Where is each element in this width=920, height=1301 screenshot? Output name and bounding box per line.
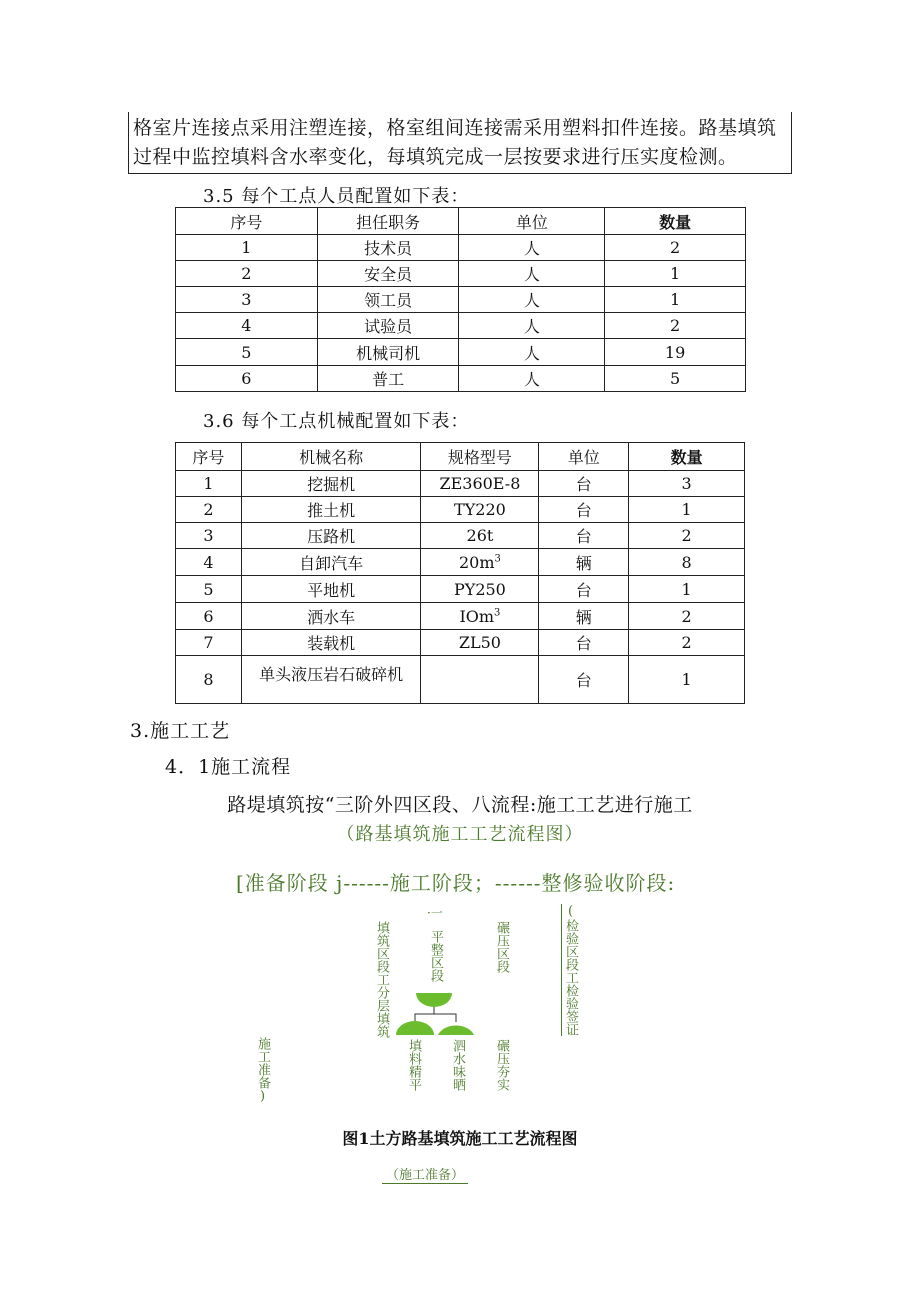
table-row (176, 603, 745, 630)
cell: 5 (605, 366, 746, 392)
cell: 1 (176, 471, 242, 497)
table-row (176, 313, 746, 339)
cell: 6 (176, 366, 318, 392)
diagram-col-level: 平整区段 (428, 930, 443, 982)
diagram-col-prep: 施工准备) (255, 1037, 270, 1104)
cell: 8 (629, 549, 745, 576)
table-row (176, 523, 745, 549)
diagram-sub-water: 泗水味晒 (450, 1039, 465, 1091)
cell: 技术员 (317, 235, 459, 261)
flow-node-right (438, 1025, 474, 1035)
superscript: 3 (494, 553, 501, 565)
cell: 机械司机 (317, 339, 459, 366)
cell: 2 (629, 603, 745, 630)
cell: 人 (459, 313, 605, 339)
cell: 3 (629, 471, 745, 497)
section-4-1-heading: 4．1施工流程 (165, 756, 292, 778)
cell: 3 (176, 523, 242, 549)
cell: ZE360E-8 (421, 471, 539, 497)
cell: 26t (421, 523, 539, 549)
table-row (176, 339, 746, 366)
cell: 领工员 (317, 287, 459, 313)
cell: 单头液压岩石破碎机 (241, 656, 421, 704)
flow-node-diagram (390, 985, 480, 1037)
cell: 试验员 (317, 313, 459, 339)
diagram-sub-fill: 填料精平 (406, 1039, 421, 1091)
machinery-header-qty: 数量 (629, 443, 745, 471)
personnel-header-unit: 单位 (459, 208, 605, 235)
section-3-6-heading: 3.6 每个工点机械配置如下表： (203, 411, 470, 432)
cell: 7 (176, 630, 242, 656)
cell: 2 (605, 313, 746, 339)
cell (421, 549, 539, 576)
cell: 1 (629, 656, 745, 704)
flow-intro: 路堤填筑按“三阶外四区段、八流程:施工工艺进行施工 (227, 794, 693, 816)
cell: 人 (459, 261, 605, 287)
machinery-table (175, 442, 745, 704)
cell: 2 (176, 497, 242, 523)
cell: 2 (629, 523, 745, 549)
cell-text: 20m (458, 552, 495, 572)
cell: 挖掘机 (241, 471, 421, 497)
cell: 台 (539, 576, 629, 603)
cell: ZL50 (421, 630, 539, 656)
table-row (176, 549, 745, 576)
cell: 自卸汽车 (241, 549, 421, 576)
cell: 19 (605, 339, 746, 366)
stage-prep: [准备阶段 j------ (236, 871, 390, 895)
table-row (176, 261, 746, 287)
cell: 压路机 (241, 523, 421, 549)
table-row (176, 471, 745, 497)
personnel-header-role: 担任职务 (317, 208, 459, 235)
superscript: 3 (494, 607, 501, 619)
table-row (176, 630, 745, 656)
flow-connector (415, 1014, 456, 1022)
cell: 洒水车 (241, 603, 421, 630)
personnel-header-no: 序号 (176, 208, 318, 235)
diagram-sub-compact: 碾压夯实 (494, 1039, 509, 1091)
cell: PY250 (421, 576, 539, 603)
cell: 3 (176, 287, 318, 313)
flow-title: （路基填筑施工工艺流程图） (336, 824, 584, 845)
section-3-heading: 3.施工工艺 (130, 720, 231, 742)
cell: 人 (459, 366, 605, 392)
table-row (176, 235, 746, 261)
cell: 1 (605, 287, 746, 313)
cell: 5 (176, 576, 242, 603)
cell (421, 656, 539, 704)
cell: 人 (459, 235, 605, 261)
cell-text: IOm (459, 606, 495, 626)
cell: 装载机 (241, 630, 421, 656)
cell: 人 (459, 287, 605, 313)
cell: 推土机 (241, 497, 421, 523)
table-row (176, 366, 746, 392)
table-row (176, 656, 745, 704)
cell: 6 (176, 603, 242, 630)
cell: 1 (176, 235, 318, 261)
cell: 普工 (317, 366, 459, 392)
cell: 台 (539, 523, 629, 549)
cell: 辆 (539, 603, 629, 630)
cell: 1 (629, 576, 745, 603)
cell: 4 (176, 313, 318, 339)
cell (421, 603, 539, 630)
figure-caption: 图1土方路基填筑施工工艺流程图 (342, 1129, 578, 1148)
diagram-col-check: (检验区段工检验签证 (563, 904, 578, 1036)
cell: 台 (539, 471, 629, 497)
personnel-header-qty: 数量 (605, 208, 746, 235)
footer-label: （施工准备） (382, 1164, 468, 1184)
machinery-header-model: 规格型号 (421, 443, 539, 471)
cell: 4 (176, 549, 242, 576)
stage-line (236, 867, 675, 896)
table-row (176, 497, 745, 523)
cell: 平地机 (241, 576, 421, 603)
stage-build: 施工阶段；------ (389, 871, 542, 895)
section-3-5-heading: 3.5 每个工点人员配置如下表： (203, 186, 470, 207)
cell: 台 (539, 630, 629, 656)
cell: 安全员 (317, 261, 459, 287)
table-row (176, 287, 746, 313)
machinery-header-unit: 单位 (539, 443, 629, 471)
cell: 1 (605, 261, 746, 287)
cell: 台 (539, 656, 629, 704)
diagram-col-level-top: ·一 (427, 906, 443, 920)
flow-node-left (396, 1021, 434, 1035)
stage-accept: 整修验收阶段: (541, 871, 676, 895)
cell: 2 (176, 261, 318, 287)
cell: 8 (176, 656, 242, 704)
cell: 台 (539, 497, 629, 523)
diagram-col-fill: 填筑区段工分层填筑 (374, 921, 389, 1038)
flow-node-top (416, 993, 452, 1007)
diagram-col-compact: 碾压区段 (494, 921, 509, 973)
table-row (176, 576, 745, 603)
cell: TY220 (421, 497, 539, 523)
cell: 人 (459, 339, 605, 366)
machinery-header-no: 序号 (176, 443, 242, 471)
cell: 辆 (539, 549, 629, 576)
cell: 1 (629, 497, 745, 523)
machinery-header-name: 机械名称 (241, 443, 421, 471)
cell: 2 (605, 235, 746, 261)
cell: 2 (629, 630, 745, 656)
cell: 5 (176, 339, 318, 366)
intro-paragraph: 格室片连接点采用注塑连接，格室组间连接需采用塑料扣件连接。路基填筑过程中监控填料含水率变化，每填筑完成一层按要求进行压实度检测。 (128, 112, 792, 174)
personnel-table (175, 207, 746, 392)
